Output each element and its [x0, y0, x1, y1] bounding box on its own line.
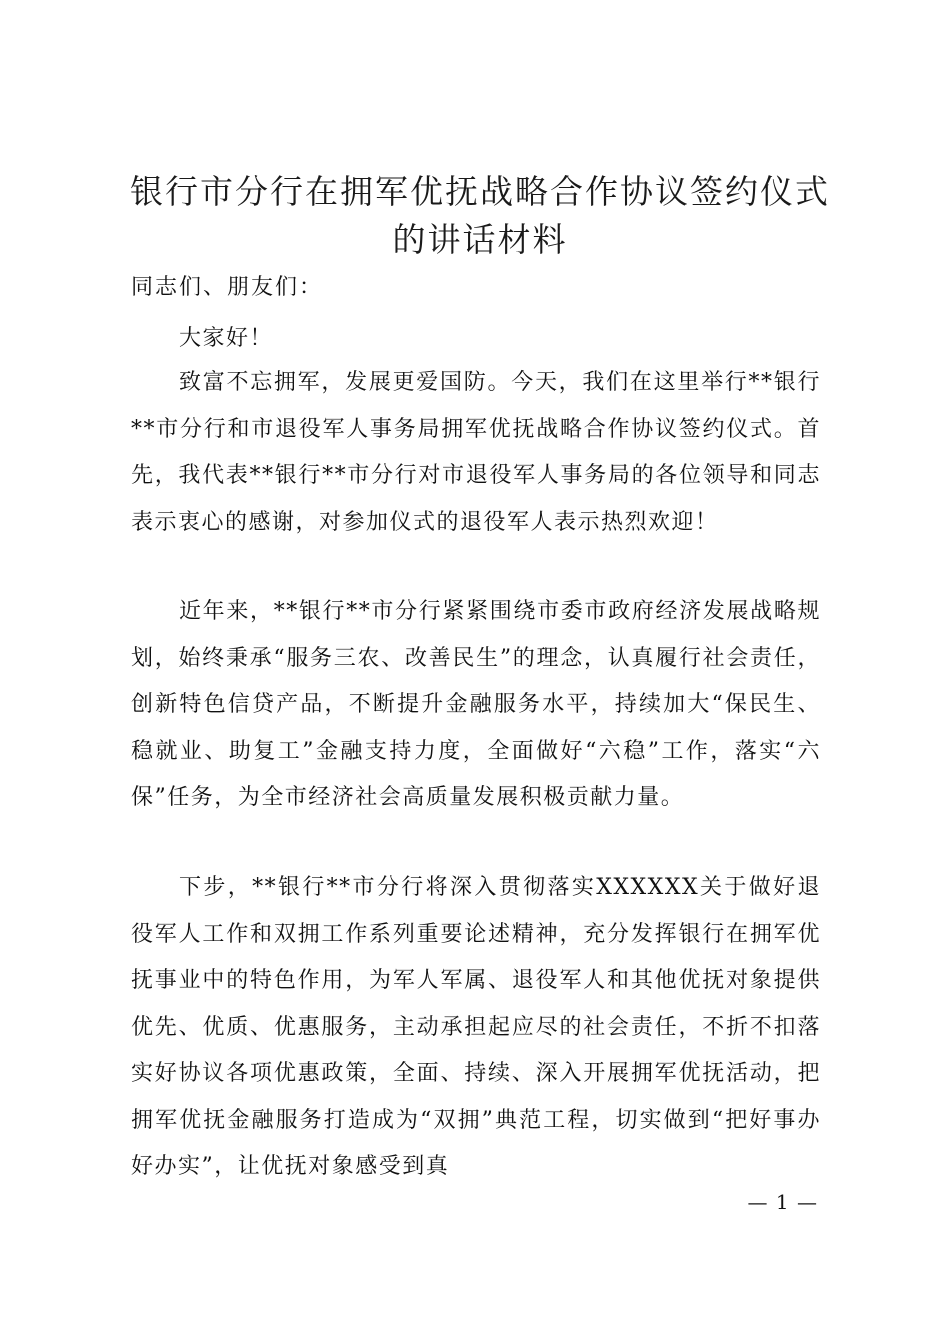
document-title-line-1: 银行市分行在拥军优抚战略合作协议签约仪式: [130, 172, 830, 211]
paragraph-1: 致富不忘拥军，发展更爱国防。今天，我们在这里举行**银行**市分行和市退役军人事务局拥军优抚战略合作协议签约仪式。首先，我代表**银行**市分行对市退役军人事务局的各位领导和同志表示衷心的感谢，对参加仪式的退役军人表示热烈欢迎！: [131, 370, 821, 535]
paragraph-2: 近年来，**银行**市分行紧紧围绕市委市政府经济发展战略规划，始终秉承“服务三农、改善民生”的理念，认真履行社会责任，创新特色信贷产品，不断提升金融服务水平，持续加大“保民生、稳就业、助复工”金融支持力度，全面做好“六稳”工作，落实“六保”任务，为全市经济社会高质量发展积极贡献力量。: [131, 599, 821, 810]
greeting-paragraph: 大家好！: [179, 326, 274, 351]
page-number: — 1 —: [747, 1190, 818, 1214]
paragraph-3: 下步，**银行**市分行将深入贯彻落实XXXXXX关于做好退役军人工作和双拥工作系列重要论述精神，充分发挥银行在拥军优抚事业中的特色作用，为军人军属、退役军人和其他优抚对象提供优先、优质、优惠服务，主动承担起应尽的社会责任，不折不扣落实好协议各项优惠政策，全面、持续、深入开展拥军优抚活动，把拥军优抚金融服务打造成为“双拥”典范工程，切实做到“把好事办好办实”，让优抚对象感受到真: [131, 875, 821, 1179]
document-title-line-2: 的讲话材料: [392, 220, 568, 259]
salutation: 同志们、朋友们：: [131, 275, 324, 300]
